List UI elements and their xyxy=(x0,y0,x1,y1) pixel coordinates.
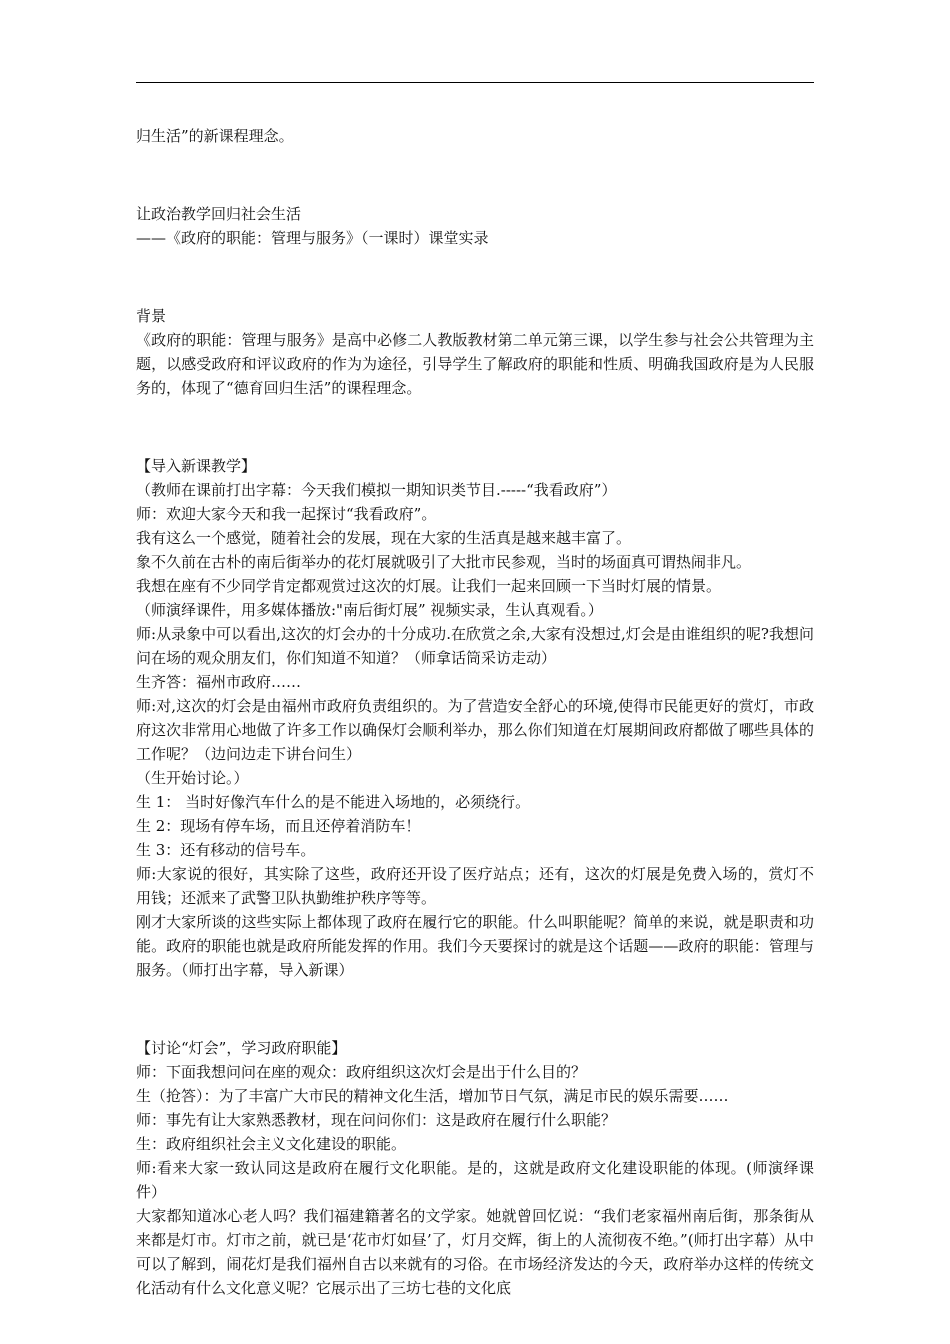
text-paragraph: 生 2：现场有停车场，而且还停着消防车！ xyxy=(136,817,421,835)
blank-line xyxy=(136,997,814,1021)
text-paragraph: 大家都知道冰心老人吗？我们福建籍著名的文学家。她就曾回忆说：“我们老家福州南后街，那条街从来都是灯市。灯市之前，就已是‘花市灯如昼’了，灯月交辉，街上的人流彻夜不绝。”(师打出字幕）从中可以了解到，闹花灯是我们福州自古以来就有的习俗。在市场经济发达的今天，政府举办这样的传统文化活动有什么文化意义呢？它展示出了三坊七巷的文化底 xyxy=(136,1207,814,1297)
document-body xyxy=(136,124,814,1300)
text-paragraph: 生齐答：福州市政府…… xyxy=(136,673,302,691)
text-paragraph: 师：下面我想问问在座的观众：政府组织这次灯会是出于什么目的？ xyxy=(136,1063,587,1081)
text-paragraph: 师:看来大家一致认同这是政府在履行文化职能。是的，这就是政府文化建设职能的体现。(师演绎课件） xyxy=(136,1159,814,1201)
text-paragraph: 象不久前在古朴的南后街举办的花灯展就吸引了大批市民参观，当时的场面真可谓热闹非凡。 xyxy=(136,553,752,571)
header-rule xyxy=(136,82,814,83)
text-paragraph: 生 1： 当时好像汽车什么的是不能进入场地的，必须绕行。 xyxy=(136,793,531,811)
text-paragraph: 生：政府组织社会主义文化建设的职能。 xyxy=(136,1135,407,1153)
text-paragraph: 让政治教学回归社会生活 xyxy=(136,205,302,223)
text-paragraph: 我想在座有不少同学肯定都观赏过这次的灯展。让我们一起来回顾一下当时灯展的情景。 xyxy=(136,577,722,595)
text-paragraph: 师:大家说的很好，其实除了这些，政府还开设了医疗站点；还有，这次的灯展是免费入场的，赏灯不用钱；还派来了武警卫队执勤维护秩序等等。 xyxy=(136,865,814,907)
text-paragraph: 《政府的职能：管理与服务》是高中必修二人教版教材第二单元第三课，以学生参与社会公共管理为主题，以感受政府和评议政府的作为为途径，引导学生了解政府的职能和性质、明确我国政府是为人民服务的，体现了“德育回归生活”的课程理念。 xyxy=(136,331,814,397)
text-paragraph: 生（抢答）：为了丰富广大市民的精神文化生活，增加节日气氛，满足市民的娱乐需要…… xyxy=(136,1087,729,1105)
text-paragraph: （生开始讨论。） xyxy=(136,769,249,787)
blank-line xyxy=(136,415,814,439)
text-paragraph: 师:从录象中可以看出,这次的灯会办的十分成功.在欣赏之余,大家有没想过,灯会是由谁组织的呢?我想问问在场的观众朋友们，你们知道不知道？（师拿话筒采访走动） xyxy=(136,625,814,667)
text-paragraph: 师：欢迎大家今天和我一起探讨“我看政府”。 xyxy=(136,505,437,523)
text-paragraph: 生 3：还有移动的信号车。 xyxy=(136,841,316,859)
text-paragraph: 师:对,这次的灯会是由福州市政府负责组织的。为了营造安全舒心的环境,使得市民能更好的赏灯，市政府这次非常用心地做了许多工作以确保灯会顺利举办，那么你们知道在灯展期间政府都做了哪些具体的工作呢？（边问边走下讲台问生） xyxy=(136,697,814,763)
text-paragraph: 背景 xyxy=(136,307,167,325)
text-paragraph: 【讨论“灯会”，学习政府职能】 xyxy=(136,1039,347,1057)
text-paragraph: 师：事先有让大家熟悉教材，现在问问你们：这是政府在履行什么职能？ xyxy=(136,1111,617,1129)
text-paragraph: （教师在课前打出字幕：今天我们模拟一期知识类节目.-----“我看政府”） xyxy=(136,481,617,499)
text-paragraph: 刚才大家所谈的这些实际上都体现了政府在履行它的职能。什么叫职能呢？简单的来说，就是职责和功能。政府的职能也就是政府所能发挥的作用。我们今天要探讨的就是这个话题——政府的职能：管理与服务。（师打出字幕，导入新课） xyxy=(136,913,814,979)
text-paragraph: 我有这么一个感觉，随着社会的发展，现在大家的生活真是越来越丰富了。 xyxy=(136,529,632,547)
text-paragraph: ——《政府的职能：管理与服务》（一课时）课堂实录 xyxy=(136,229,489,247)
text-paragraph: （师演绎课件，用多媒体播放:"南后街灯展” 视频实录，生认真观看。） xyxy=(136,601,603,619)
blank-line xyxy=(136,265,814,289)
blank-line xyxy=(136,163,814,187)
text-paragraph: 归生活”的新课程理念。 xyxy=(136,127,294,145)
text-paragraph: 【导入新课教学】 xyxy=(136,457,257,475)
